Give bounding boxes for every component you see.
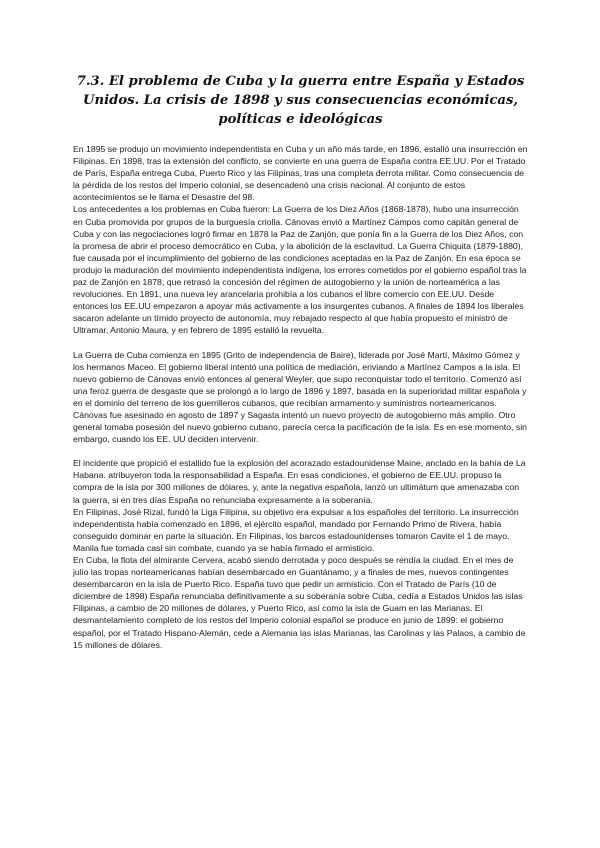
paragraph-antecedentes: Los antecedentes a los problemas en Cuba fueron: La Guerra de los Diez Años (1868-1878), hubo una insurrección en Cuba promovida por grupos de la burguesía criolla. Cánovas envió a Martínez Campos como capitán general de Cuba y con las negociaciones logró firmar en 1878 la Paz de Zanjón, que ponía fin a la Guerra de los Diez Años, con la promesa de abrir el proceso democrático en Cuba, y la abolición de la esclavitud. La Guerra Chiquita (1879-1880), fue causada por el incumplimiento del gobierno de las condiciones aceptadas en la Paz de Zanjón. En esa época se produjo la maduración del movimiento independentista indígena, los errores cometidos por el gobierno español tras la paz de Zanjón en 1878, que retrasó la concesión del régimen de autogobierno y la unión de norteamérica a las revoluciones. En 1891, una nueva ley arancelaria prohibía a los cubanos el libre comercio con EE.UU. Desde entonces los EE.UU empezaron a apoyar más activamente a los insurgentes cubanos. A finales de 1894 los liberales sacaron adelante un tímido proyecto de autonomía, muy rebajado respecto al que había propuesto el ministró de Ultramar, Antonio Maura, y en febrero de 1895 estalló la revuelta. xyxy=(73,204,527,336)
paragraph-filipinas: En Filipinas, José Rizal, fundó la Liga Filipina, su objetivo era expulsar a los españoles del territorio. La insurrección independentista había comenzado en 1896, el ejército español, mandado por Fernando Primo de Rivera, había conseguido dominar en parte la situación. En Filipinas, los barcos estadounidenses tomaron Cavite el 1 de mayo. Manila fue tomada casi sin combate, cuando ya se había firmado el armisticio. xyxy=(73,506,519,553)
paragraph-maine: El incidente que propició el estallido fue la explosión del acorazado estadounidense Maine, anclado en la bahía de La Habana. atribuyeron toda la responsabilidad a España. En esas condiciones, el gobierno de EE.UU. propuso la compra de la isla por 300 millones de dólares, y, ante la negativa española, lanzó un ultimátum que amenazaba con la guerra, si en tres días España no renunciaba expresamente a la soberanía. xyxy=(73,458,526,505)
paragraph-gap xyxy=(73,337,528,349)
paragraph-tratado-paris: En Cuba, la flota del almirante Cervera, acabó siendo derrotada y poco después se rendía la ciudad. En el mes de julio las tropas norteamericanas habían desembarcado en Guantánamo, y a finales de mes, nuevos contingentes desembarcaron en la isla de Puerto Rico. España tuvo que pedir un armisticio. Con el Tratado de París (10 de diciembre de 1898) España renunciaba definitivamente a su soberanía sobre Cuba, cedía a Estados Unidos las islas Filipinas, a cambio de 20 millones de dólares, y Puerto Rico, así como la isla de Guam en las Marianas. El desmantelamiento completo de los restos del Imperio colonial español se produce en junio de 1899: el gobierno español, por el Tratado Hispano-Alemán, cede a Alemania las islas Marianas, las Carolinas y las Palaos, a cambio de 15 millones de dólares. xyxy=(73,555,526,650)
paragraph-intro: En 1895 se produjo un movimiento independentista en Cuba y un año más tarde, en 1896, estalló una insurrección en Filipinas. En 1898, tras la extensión del conflicto, se convierte en una guerra de España contra EE.UU. Por el Tratado de París, España entrega Cuba, Puerto Rico y las Filipinas, tras una completa derrota militar. Como consecuencia de la pérdida de los restos del Imperio colonial, se desencadenó una crisis nacional. Al conjunto de estos acontecimientos se le llama el Desastre del 98. xyxy=(73,144,528,203)
paragraph-guerra-cuba: La Guerra de Cuba comienza en 1895 (Grito de independencia de Baire), liderada por José Martí, Máximo Gómez y los hermanos Maceo. El gobierno liberal intentó una política de mediación, enviando a Martínez Campos a la isla. El nuevo gobierno de Cánovas envió entonces al general Weyler, que supo reconquistar todo el territorio. Comenzó así una feroz guerra de desgaste que se prolongó a lo largo de 1896 y 1897, basada en la superioridad militar española y en el dominio del terreno de los guerrilleros cubanos, que recibían armamento y suministros norteamericanos. Cánovas fue asesinado en agosto de 1897 y Sagasta intentó un nuevo proyecto de autogobierno más amplio. Otro general tomaba posesión del nuevo gobierno cubano, parecía cerca la pacificación de la isla. Es en ese momento, sin embargo, cuando los EE. UU deciden intervenir. xyxy=(73,349,527,445)
paragraph-gap xyxy=(73,445,528,457)
document-title: 7.3. El problema de Cuba y la guerra entre España y Estados Unidos. La crisis de 1898 y sus consecuencias económicas, políticas e ideológicas xyxy=(76,74,525,127)
